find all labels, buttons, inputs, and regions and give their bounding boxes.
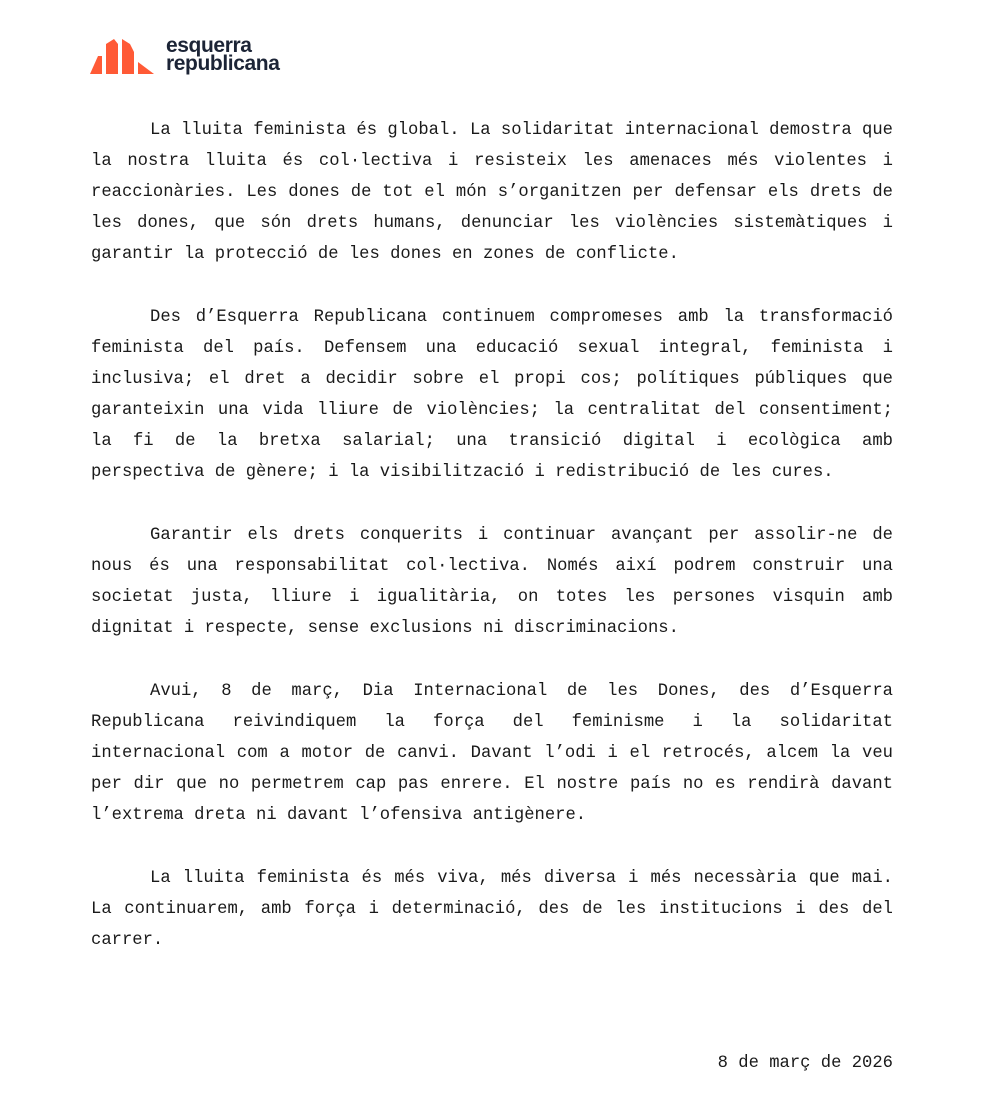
paragraph: Des d’Esquerra Republicana continuem compromeses amb la transformació feminista del país. Defensem una educació sexual integral, feminista i inclusiva; el dret a decidir sobre el propi cos; polítiques públiques que garanteixin una vida lliure de violències; la centralitat del consentiment; la fi de la bretxa salarial; una transició digital i ecològica amb perspectiva de gènere; i la visibilització i redistribució de les cures. xyxy=(91,308,893,482)
document-body xyxy=(91,115,893,956)
logo-line-2: republicana xyxy=(166,52,280,75)
logo-line-1: esquerra xyxy=(166,34,252,57)
header xyxy=(90,34,279,76)
paragraph: Avui, 8 de març, Dia Internacional de les Dones, des d’Esquerra Republicana reivindiquem la força del feminisme i la solidaritat internacional com a motor de canvi. Davant l’odi i el retrocés, alcem la veu per dir que no permetrem cap pas enrere. El nostre país no es rendirà davant l’extrema dreta ni davant l’ofensiva antigènere. xyxy=(91,682,893,825)
document-date: 8 de març de 2026 xyxy=(717,1054,893,1073)
paragraph: La lluita feminista és més viva, més diversa i més necessària que mai. La continuarem, amb força i determinació, des de les institucions i des del carrer. xyxy=(91,869,893,950)
paragraph: La lluita feminista és global. La solidaritat internacional demostra que la nostra lluita és col·lectiva i resisteix les amenaces més violentes i reaccionàries. Les dones de tot el món s’organitzen per defensar els drets de les dones, que són drets humans, denunciar les violències sistemàtiques i garantir la protecció de les dones en zones de conflicte. xyxy=(91,121,893,264)
paragraph: Garantir els drets conquerits i continuar avançant per assolir-ne de nous és una responsabilitat col·lectiva. Només així podrem construir una societat justa, lliure i igualitària, on totes les persones visquin amb dignitat i respecte, sense exclusions ni discriminacions. xyxy=(91,526,893,638)
logo-icon xyxy=(90,36,156,74)
logo-wordmark xyxy=(166,34,280,75)
